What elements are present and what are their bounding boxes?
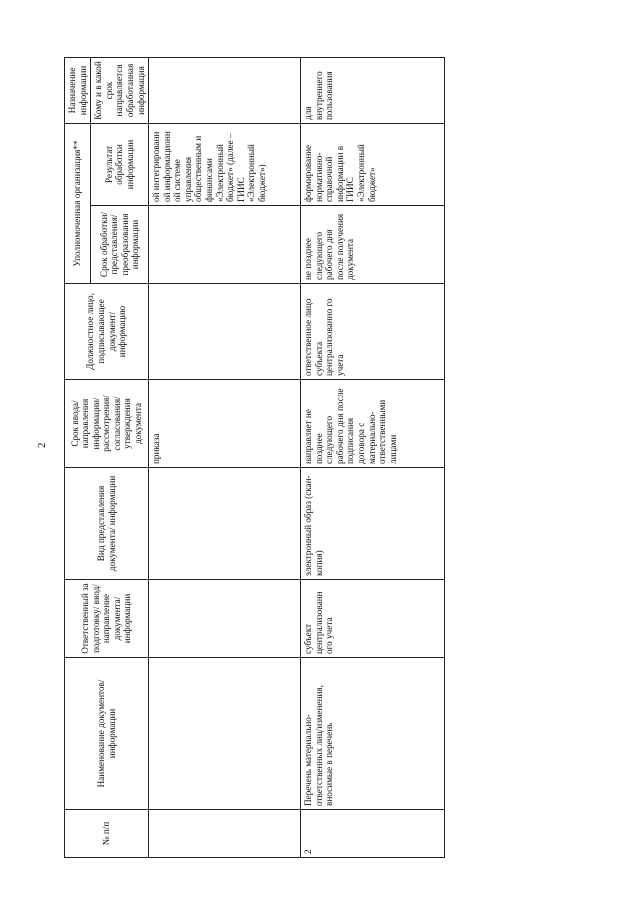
row2-form: электронный образ (скан-копия) (301, 468, 445, 580)
row1-official (149, 284, 301, 380)
table-row (149, 57, 301, 857)
row1-auth-result: ой интегрированн ой информационн ой системе управления общественным и финансами «Электронный бюджет» (далее – ГИИС «Электронный бюджет») (149, 123, 301, 205)
row2-name: Перечень материально-ответственных лиц/изменения, вносимые в перечень (301, 658, 445, 810)
document-table (64, 57, 445, 858)
row1-responsible (149, 580, 301, 658)
header-responsible: Ответственный за подготовку/ ввод/ направление документа/ информации (65, 580, 149, 658)
row1-num (149, 810, 301, 858)
row1-auth-deadline (149, 206, 301, 284)
page-number: 2 (36, 442, 48, 448)
table-row (301, 57, 445, 857)
row2-auth-result: формирование нормативно-справочной информации в ГИИС «Электронный бюджет» (301, 123, 445, 205)
header-num: № п/п (65, 810, 149, 858)
row2-deadline: направляет не позднее следующего рабочего дня после подписания договора с материально-ответственными лицами (301, 380, 445, 468)
header-purpose: Назначение информации (65, 57, 91, 123)
row2-purpose: для внутреннего пользования (301, 57, 445, 123)
row1-purpose (149, 57, 301, 123)
header-auth-result: Результат обработки информации (91, 123, 149, 205)
rotated-table-wrapper (64, 58, 445, 858)
row2-official: ответственное лицо субъекта централизованно го учета (301, 284, 445, 380)
row1-form (149, 468, 301, 580)
header-deadline: Срок ввода/ направления информации/ рассмотрения/ согласования/ утверждения документа (65, 380, 149, 468)
header-name: Наименование документов/информации (65, 658, 149, 810)
header-form: Вид представления документа/ информации (65, 468, 149, 580)
header-purpose-to: Кому и в какой срок направляется обработанная информация (91, 57, 149, 123)
row2-num: 2 (301, 810, 445, 858)
header-authorized: Уполномоченная организация** (65, 123, 91, 283)
row2-responsible: субъект централизованн ого учета (301, 580, 445, 658)
header-auth-deadline: Срок обработки/ представления/ преобразования информации (91, 206, 149, 284)
row2-auth-deadline: не позднее следующего рабочего дня после получения документа (301, 206, 445, 284)
row1-name (149, 658, 301, 810)
row1-deadline: приказа (149, 380, 301, 468)
header-official: Должностное лицо, подписывающее документ/ информацию (65, 284, 149, 380)
